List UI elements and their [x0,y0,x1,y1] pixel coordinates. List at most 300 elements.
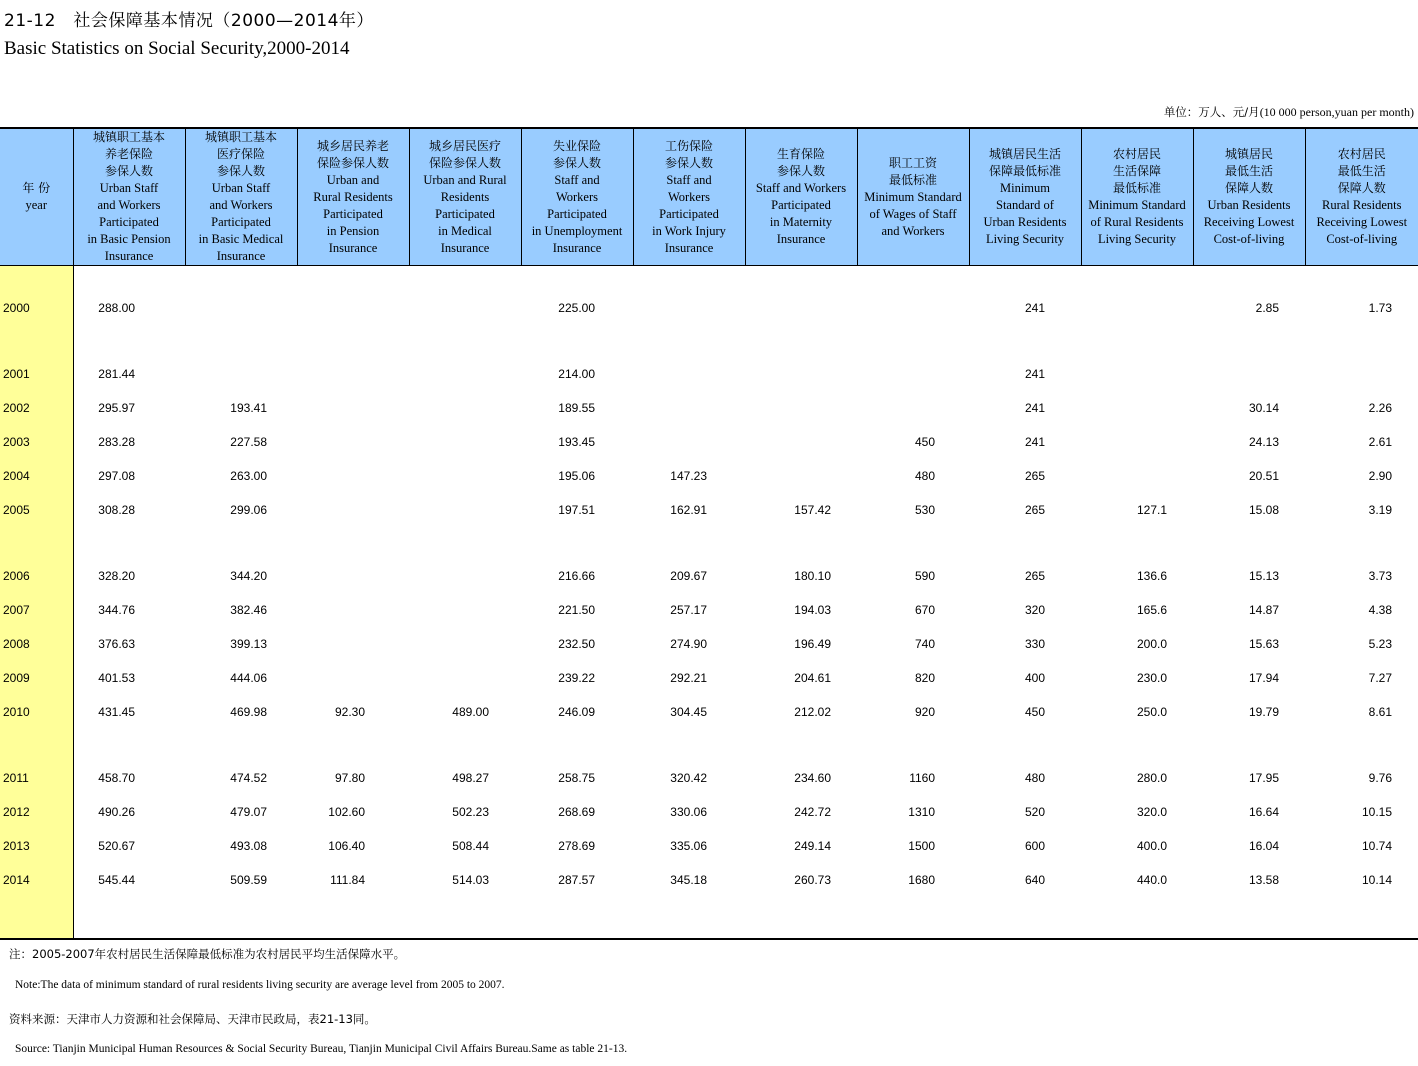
header-line: 生活保障 [1112,164,1161,178]
data-cell: 16.04 [1248,839,1279,853]
data-cell: 257.17 [670,603,707,617]
data-cell: 2.26 [1368,401,1392,415]
header-line: Workers [667,189,711,204]
table-body [0,266,1418,940]
year-cell: 2006 [0,519,73,585]
data-cell: 431.45 [98,705,135,719]
data-cell: 509.59 [230,873,267,887]
header-line: Rural Residents [313,189,393,204]
header-line: Participated [323,206,383,221]
data-cell [633,383,745,417]
data-cell: 2.85 [1255,301,1279,315]
year-cell: 2001 [0,317,73,383]
table-row [0,855,1418,889]
data-cell: 265 [1024,503,1045,517]
header-line: 农村居民 [1337,147,1386,161]
data-cell: 458.70 [98,771,135,785]
data-cell [409,653,521,687]
header-line: Participated [659,206,719,221]
data-cell [409,619,521,653]
year-cell: 2014 [0,855,73,889]
data-cell: 106.40 [328,839,365,853]
data-cell: 3.19 [1368,503,1392,517]
year-cell: 2013 [0,821,73,855]
header-col [185,128,297,266]
data-cell: 212.02 [794,705,831,719]
data-cell: 493.08 [230,839,267,853]
data-cell: 225.00 [558,301,595,315]
data-cell: 450 [1024,705,1045,719]
data-cell: 10.14 [1361,873,1392,887]
header-line: Receiving Lowest [1203,215,1295,229]
header-line: 保障最低标准 [988,164,1061,178]
data-cell: 308.28 [98,503,135,517]
data-cell: 1310 [908,805,935,819]
data-cell [633,889,745,939]
data-cell: 227.58 [230,435,267,449]
data-cell: 193.41 [230,401,267,415]
data-cell: 297.08 [98,469,135,483]
data-cell: 514.03 [452,873,489,887]
data-cell: 241 [1024,435,1045,449]
data-cell [185,317,297,383]
header-line: of Wages of Staff [869,206,957,221]
note-cn: 注：2005-2007年农村居民生活保障最低标准为农村居民平均生活保障水平。 [9,947,406,961]
data-cell [745,266,857,318]
header-line: Insurance [104,249,154,263]
table-row [0,787,1418,821]
data-cell: 246.09 [558,705,595,719]
page-title-cn: 21-12 社会保障基本情况（2000—2014年） [4,11,374,31]
data-cell: 7.27 [1368,671,1392,685]
data-cell: 241 [1024,301,1045,315]
data-cell [745,451,857,485]
data-cell: 268.69 [558,805,595,819]
data-cell: 4.38 [1368,603,1392,617]
header-line: Receiving Lowest [1316,215,1408,229]
header-col [1305,128,1418,266]
data-cell [297,417,409,451]
data-cell [1193,317,1305,383]
data-cell: 216.66 [558,569,595,583]
header-line: Staff and Workers [755,181,847,195]
data-cell: 221.50 [558,603,595,617]
header-line: 失业保险 [552,138,601,153]
data-cell: 399.13 [230,637,267,651]
data-cell [633,317,745,383]
data-cell: 1500 [908,839,935,853]
header-col [297,128,409,266]
data-cell [297,266,409,318]
data-cell: 102.60 [328,805,365,819]
header-line: 参保人数 [776,164,825,178]
table-row [0,585,1418,619]
data-cell [409,451,521,485]
data-cell: 345.18 [670,873,707,887]
header-line: Insurance [552,240,602,255]
table-row [0,687,1418,721]
data-cell: 17.94 [1248,671,1279,685]
unit-en: (10 000 person,yuan per month) [1259,105,1414,119]
data-cell: 258.75 [558,771,595,785]
data-cell: 232.50 [558,637,595,651]
header-line: 保险参保人数 [428,155,501,170]
header-line: Insurance [664,240,714,255]
header-line: in Basic Medical [198,232,284,246]
data-cell: 2.90 [1368,469,1392,483]
data-cell: 234.60 [794,771,831,785]
data-cell [297,451,409,485]
data-cell: 250.0 [1136,705,1167,719]
data-cell: 15.63 [1248,637,1279,651]
header-line: Participated [435,206,495,221]
data-cell: 278.69 [558,839,595,853]
data-cell: 193.45 [558,435,595,449]
data-cell: 265 [1024,469,1045,483]
header-line: Living Security [985,232,1065,246]
data-cell: 209.67 [670,569,707,583]
data-cell: 230.0 [1136,671,1167,685]
data-cell: 15.08 [1248,503,1279,517]
table-row [0,619,1418,653]
data-cell [857,383,969,417]
header-line: 保险参保人数 [316,155,389,170]
data-cell: 24.13 [1248,435,1279,449]
header-col [409,128,521,266]
header-year [0,128,73,266]
header-line: Insurance [328,240,378,255]
header-col [1193,128,1305,266]
header-line: 保障人数 [1337,181,1386,195]
data-cell: 15.13 [1248,569,1279,583]
unit-label [1164,104,1414,120]
header-line: Residents [440,189,490,204]
data-cell: 10.15 [1361,805,1392,819]
data-cell: 157.42 [794,503,831,517]
header-line: in Unemployment [531,223,623,238]
data-cell: 136.6 [1136,569,1167,583]
data-cell: 263.00 [230,469,267,483]
data-cell: 920 [914,705,935,719]
header-line: 养老保险 [104,147,153,161]
data-cell: 195.06 [558,469,595,483]
data-cell: 502.23 [452,805,489,819]
data-cell: 292.21 [670,671,707,685]
header-line: Rural Residents [1321,198,1402,212]
data-cell: 590 [914,569,935,583]
header-line: 参保人数 [104,164,153,178]
data-cell [1081,383,1193,417]
data-cell [857,266,969,318]
social-security-table [0,127,1418,940]
data-cell: 92.30 [334,705,365,719]
data-cell: 304.45 [670,705,707,719]
data-cell: 180.10 [794,569,831,583]
header-line: 参保人数 [552,155,601,170]
header-line: 农村居民 [1112,147,1161,161]
header-line: 医疗保险 [216,147,265,161]
data-cell [185,889,297,939]
data-cell [73,889,185,939]
data-cell: 9.76 [1368,771,1392,785]
data-cell [409,519,521,585]
data-cell: 194.03 [794,603,831,617]
data-cell [297,519,409,585]
header-line: Staff and [554,172,600,187]
data-cell: 400 [1024,671,1045,685]
header-line: Urban and Rural [423,172,507,187]
data-cell [969,889,1081,939]
data-cell: 400.0 [1136,839,1167,853]
header-line: of Rural Residents [1090,215,1184,229]
year-cell: 2012 [0,787,73,821]
header-line: in Basic Pension [87,232,171,246]
header-line: Staff and [666,172,712,187]
header-line: and Workers [209,198,273,212]
data-cell: 265 [1024,569,1045,583]
data-cell [857,889,969,939]
header-line: 城镇职工基本 [204,130,277,144]
note-en: Note:The data of minimum standard of rural residents living security are average level from 2005 to 2007. [15,979,505,991]
table-row [0,317,1418,383]
year-cell: 2008 [0,619,73,653]
data-cell: 474.52 [230,771,267,785]
data-cell [745,383,857,417]
data-cell: 283.28 [98,435,135,449]
header-line: in Work Injury [652,223,726,238]
data-cell [521,889,633,939]
data-cell: 260.73 [794,873,831,887]
header-line: 城镇职工基本 [92,130,165,144]
data-cell: 320.0 [1136,805,1167,819]
year-cell: 2005 [0,485,73,519]
data-cell [633,417,745,451]
header-line: Workers [555,189,599,204]
header-line: Participated [547,206,607,221]
header-line: Participated [211,215,271,229]
header-line: Standard of [996,198,1054,212]
data-cell: 600 [1024,839,1045,853]
data-cell: 281.44 [98,367,135,381]
page-title-en: Basic Statistics on Social Security,2000-2014 [4,38,350,59]
header-line: Cost-of-living [1326,232,1398,246]
data-cell: 111.84 [330,873,365,887]
data-cell [409,417,521,451]
unit-cn: 单位：万人、元/月 [1163,105,1260,119]
year-cell: 2009 [0,653,73,687]
header-line: in Medical [438,223,492,238]
data-cell: 1160 [909,771,935,785]
year-cell: 2011 [0,721,73,787]
year-cell [0,889,73,939]
header-col [1081,128,1193,266]
data-cell: 444.06 [230,671,267,685]
header-line: 城乡居民养老 [316,138,389,153]
table-row [0,519,1418,585]
data-cell: 320.42 [670,771,707,785]
header-line: 参保人数 [664,155,713,170]
header-col [969,128,1081,266]
data-cell [1081,889,1193,939]
data-cell: 640 [1024,873,1045,887]
data-cell [409,889,521,939]
data-cell: 196.49 [794,637,831,651]
data-cell: 8.61 [1368,705,1392,719]
year-cell: 2002 [0,383,73,417]
table-row [0,266,1418,318]
data-cell: 280.0 [1136,771,1167,785]
data-cell: 320 [1024,603,1045,617]
data-cell [185,266,297,318]
data-cell [1081,417,1193,451]
header-line: Living Security [1097,232,1177,246]
header-line: 最低标准 [888,172,937,187]
header-line: 最低生活 [1337,164,1386,178]
table-row [0,383,1418,417]
data-cell [745,889,857,939]
data-cell: 162.91 [670,503,707,517]
data-cell [297,889,409,939]
data-cell [409,266,521,318]
data-cell: 480 [914,469,935,483]
data-cell: 147.23 [670,469,707,483]
data-cell [1305,317,1418,383]
header-line: Insurance [216,249,266,263]
data-cell: 1.73 [1368,301,1392,315]
header-line: 城乡居民医疗 [428,138,501,153]
data-cell: 13.58 [1248,873,1279,887]
data-cell: 249.14 [794,839,831,853]
data-cell: 520 [1024,805,1045,819]
data-cell: 469.98 [230,705,267,719]
data-cell [745,417,857,451]
data-cell: 5.23 [1368,637,1392,651]
data-cell: 10.74 [1361,839,1392,853]
data-cell: 239.22 [558,671,595,685]
source-cn: 资料来源：天津市人力资源和社会保障局、天津市民政局，表21-13同。 [9,1012,376,1026]
data-cell: 299.06 [230,503,267,517]
data-cell [297,585,409,619]
data-cell: 165.6 [1136,603,1167,617]
table-row [0,721,1418,787]
data-cell [409,485,521,519]
data-cell [297,619,409,653]
table-row [0,451,1418,485]
data-cell: 20.51 [1248,469,1279,483]
data-cell: 545.44 [98,873,135,887]
data-cell: 295.97 [98,401,135,415]
data-cell: 189.55 [558,401,595,415]
data-cell: 274.90 [670,637,707,651]
data-cell [409,383,521,417]
data-cell: 382.46 [230,603,267,617]
data-cell: 242.72 [794,805,831,819]
data-cell [297,653,409,687]
header-line: 生育保险 [776,147,825,161]
header-line: 城镇居民生活 [988,147,1061,161]
data-cell: 530 [914,503,935,517]
data-cell: 200.0 [1136,637,1167,651]
data-cell: 480 [1024,771,1045,785]
header-row [0,128,1418,266]
header-line: and Workers [97,198,161,212]
data-cell: 335.06 [670,839,707,853]
table-row [0,821,1418,855]
header-line: Participated [99,215,159,229]
data-cell: 330.06 [670,805,707,819]
data-cell: 197.51 [558,503,595,517]
data-cell: 3.73 [1368,569,1392,583]
year-cell: 2007 [0,585,73,619]
header-year-en: year [25,198,47,212]
header-line: 最低标准 [1112,181,1161,195]
source-en: Source: Tianjin Municipal Human Resources & Social Security Bureau, Tianjin Municipal Civil Affairs Bureau.Same as table 21-13. [15,1043,628,1055]
header-line: in Maternity [769,215,833,229]
header-col [857,128,969,266]
data-cell: 498.27 [452,771,489,785]
data-cell [409,585,521,619]
data-cell [745,317,857,383]
data-cell: 2.61 [1368,435,1392,449]
data-cell: 288.00 [98,301,135,315]
table-row [0,417,1418,451]
data-cell: 670 [914,603,935,617]
data-cell: 740 [914,637,935,651]
data-cell [1081,266,1193,318]
header-year-cn: 年 份 [22,181,51,195]
year-cell: 2000 [0,266,73,318]
data-cell: 520.67 [98,839,135,853]
header-line: 职工工资 [888,155,937,170]
data-cell: 376.63 [98,637,135,651]
header-line: Minimum Standard [1088,198,1186,212]
header-line: Participated [771,198,831,212]
header-line: Urban Residents [983,215,1067,229]
data-cell: 450 [914,435,935,449]
data-cell [857,317,969,383]
header-line: Urban Staff [99,181,159,195]
header-col [521,128,633,266]
data-cell: 479.07 [230,805,267,819]
data-cell [1081,451,1193,485]
data-cell [1081,317,1193,383]
data-cell: 241 [1024,367,1045,381]
data-cell: 17.95 [1248,771,1279,785]
header-line: and Workers [881,223,945,238]
header-line: 参保人数 [216,164,265,178]
header-line: Urban Residents [1207,198,1291,212]
data-cell: 127.1 [1136,503,1167,517]
header-line: in Pension [326,223,380,238]
data-cell: 287.57 [558,873,595,887]
header-line: 工伤保险 [664,138,713,153]
header-line: Minimum Standard [864,189,962,204]
table-end-row [0,889,1418,939]
data-cell: 214.00 [558,367,595,381]
header-line: Urban Staff [211,181,271,195]
table-row [0,653,1418,687]
data-cell: 19.79 [1248,705,1279,719]
data-cell: 820 [914,671,935,685]
data-cell [297,317,409,383]
year-cell: 2003 [0,417,73,451]
data-cell: 30.14 [1248,401,1279,415]
data-cell: 489.00 [452,705,489,719]
data-cell: 16.64 [1248,805,1279,819]
table-row [0,485,1418,519]
year-cell: 2010 [0,687,73,721]
data-cell: 204.61 [794,671,831,685]
